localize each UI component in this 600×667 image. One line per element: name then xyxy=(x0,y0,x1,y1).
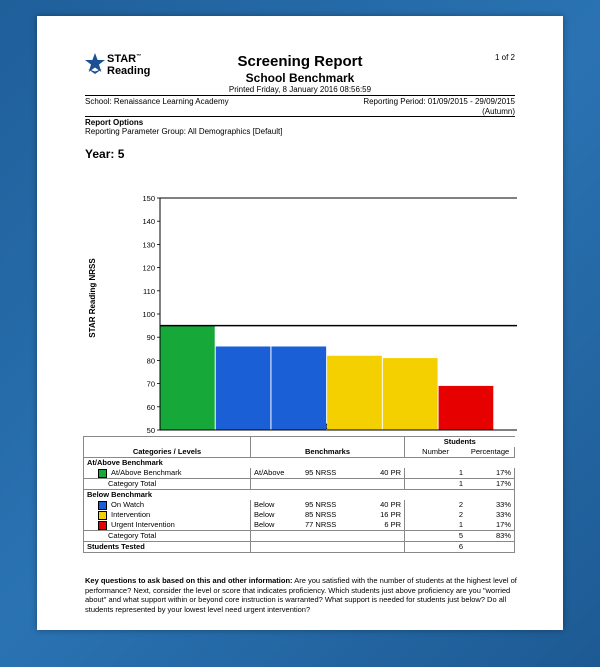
key-questions-text: Are you satisfied with the number of students at the highest level of performance? Next, consider the level or score that indicates proficiency. Which students just above proficiency are you "worried about" and what support within or beyond core instruction is warranted? What support is needed for students just below? Do all students represented by your lowest level need urgent intervention? xyxy=(85,576,517,614)
table-row: At/Above Benchmark At/Above 95 NRSS 40 PR 1 17% xyxy=(84,468,515,479)
bar xyxy=(160,326,215,430)
report-options-text: Reporting Parameter Group: All Demographics [Default] xyxy=(85,127,283,136)
table-row: Urgent Intervention Below 77 NRSS 6 PR 1 17% xyxy=(84,520,515,531)
summary-table xyxy=(83,436,515,553)
report-page xyxy=(37,16,563,630)
percentage-header: Percentage xyxy=(466,447,515,458)
report-title: Screening Report xyxy=(237,53,363,70)
y-tick-label: 90 xyxy=(146,333,155,343)
y-tick-label: 50 xyxy=(146,426,155,433)
bar xyxy=(383,358,438,430)
green-swatch xyxy=(98,469,107,478)
y-tick-label: 60 xyxy=(146,402,155,412)
students-header: Students xyxy=(405,437,515,448)
category-total-row: Category Total 1 17% xyxy=(84,479,515,490)
y-tick-label: 100 xyxy=(142,310,155,319)
above-benchmark-title: At/Above Benchmark xyxy=(84,458,515,469)
table-row: Intervention Below 85 NRSS 16 PR 2 33% xyxy=(84,510,515,520)
table-row: On Watch Below 95 NRSS 40 PR 2 33% xyxy=(84,500,515,510)
y-axis-label: STAR Reading NRSS xyxy=(88,258,97,338)
y-tick-label: 80 xyxy=(146,356,155,366)
header-divider xyxy=(85,95,515,96)
benchmarks-header: Benchmarks xyxy=(251,447,405,458)
page-number: 1 of 2 xyxy=(494,53,515,62)
y-tick-label: 130 xyxy=(142,240,155,250)
reporting-period: Reporting Period: 01/09/2015 - 29/09/2015 xyxy=(363,97,515,106)
logo-line1: STAR™ xyxy=(107,53,142,65)
report-options-title: Report Options xyxy=(85,118,144,127)
options-divider xyxy=(85,116,515,117)
yellow-swatch xyxy=(98,511,107,520)
bar xyxy=(271,346,326,430)
key-questions-lead: Key questions to ask based on this and other information: xyxy=(85,576,293,585)
categories-header: Categories / Levels xyxy=(84,447,251,458)
logo-line2: Reading xyxy=(107,65,151,77)
key-questions xyxy=(85,576,517,614)
blue-swatch xyxy=(98,501,107,510)
bar xyxy=(327,356,382,430)
bar xyxy=(439,386,494,430)
y-tick-label: 70 xyxy=(146,379,155,389)
printed-date: Printed Friday, 8 January 2016 08:56:59 xyxy=(228,85,372,94)
number-header: Number xyxy=(405,447,467,458)
term-label: (Autumn) xyxy=(482,107,515,116)
benchmark-bar-chart xyxy=(85,178,517,433)
students-tested-row: Students Tested 6 xyxy=(84,542,515,553)
report-subtitle: School Benchmark xyxy=(245,71,355,85)
bar xyxy=(216,346,271,430)
y-tick-label: 140 xyxy=(142,217,155,227)
red-swatch xyxy=(98,521,107,530)
year-heading: Year: 5 xyxy=(85,147,125,161)
y-tick-label: 150 xyxy=(142,194,155,203)
y-tick-label: 120 xyxy=(142,263,155,273)
category-total-row: Category Total 5 83% xyxy=(84,531,515,542)
below-benchmark-title: Below Benchmark xyxy=(84,490,515,501)
school-name: School: Renaissance Learning Academy xyxy=(85,97,229,106)
y-tick-label: 110 xyxy=(143,286,155,296)
